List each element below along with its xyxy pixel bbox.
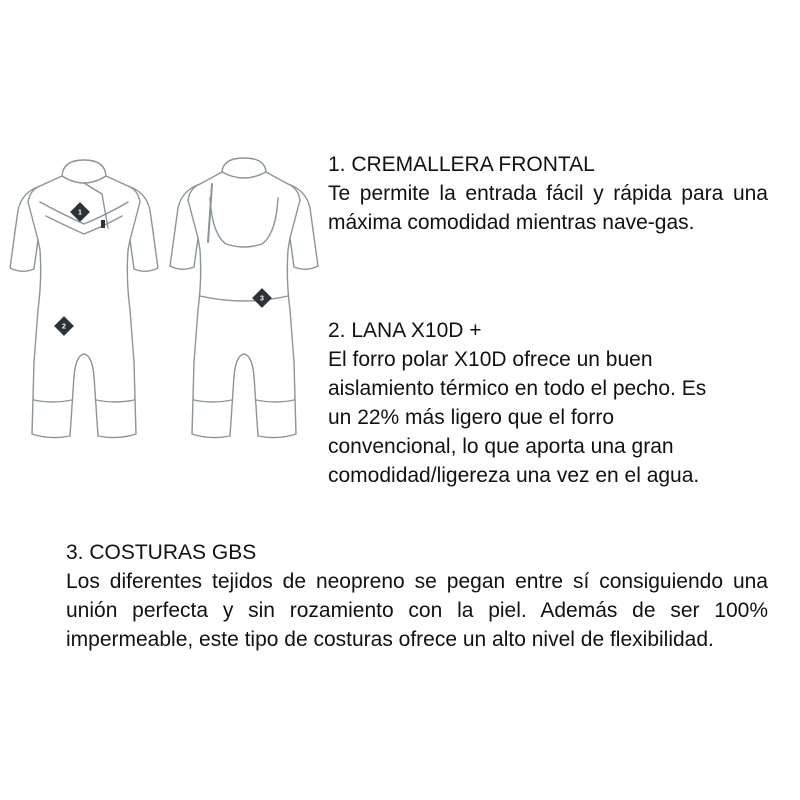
svg-text:2: 2: [62, 323, 66, 331]
feature-body-line: aislamiento térmico en todo el pecho. Es: [328, 377, 707, 400]
marker-2-icon: [54, 316, 74, 336]
feature-front-zip: [328, 150, 768, 237]
feature-seams: [66, 538, 768, 654]
marker-3-icon: [252, 288, 272, 308]
feature-body-line: un 22% más ligero que el forro: [328, 406, 614, 429]
svg-text:3: 3: [260, 295, 264, 303]
feature-title: 3. COSTURAS GBS: [66, 541, 257, 564]
feature-body-line: comodidad/ligereza una vez en el agua.: [328, 464, 700, 487]
wetsuit-back-icon: [170, 158, 318, 438]
feature-body-line: convencional, lo que aporta una gran: [328, 435, 674, 458]
feature-body: [328, 345, 768, 490]
svg-text:1: 1: [78, 209, 82, 217]
feature-body: Te permite la entrada fácil y rápida para una máxima comodidad mientras nave-gas.: [328, 182, 768, 234]
wetsuit-front-icon: [10, 160, 158, 438]
feature-body-line: El forro polar X10D ofrece un buen: [328, 348, 653, 371]
feature-title: 1. CREMALLERA FRONTAL: [328, 153, 595, 176]
feature-lining: [328, 316, 768, 490]
feature-title: 2. LANA X10D +: [328, 319, 482, 342]
wetsuit-illustration: [0, 150, 320, 450]
zip-tab-icon: [101, 220, 105, 228]
feature-body: Los diferentes tejidos de neopreno se pegan entre sí consiguiendo una unión perfecta y sin rozamiento con la piel. Además de ser 100% impermeable, este tipo de costuras ofrece un alto nivel de flexibilidad.: [66, 570, 768, 651]
